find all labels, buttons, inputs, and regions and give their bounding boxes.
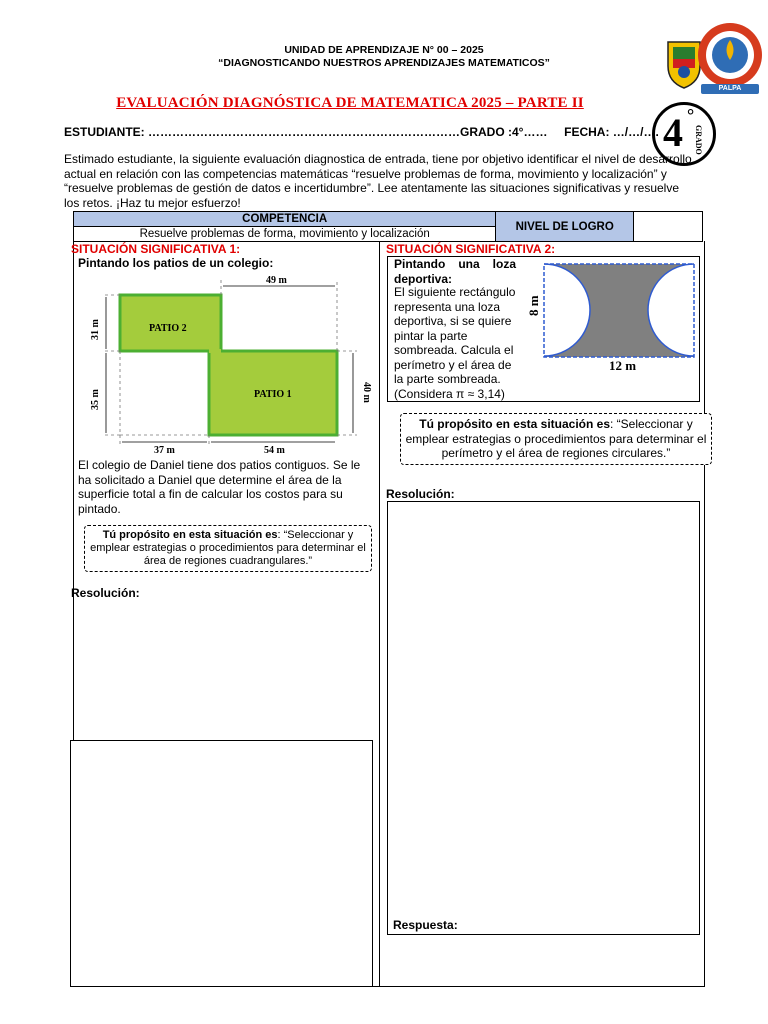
situation1-resolution-label: Resolución: [71, 586, 140, 600]
unit-title: UNIDAD DE APRENDIZAJE N° 00 – 2025 [284, 44, 484, 56]
situation2-purpose [400, 413, 712, 465]
situation1-purpose-label: Tú propósito en esta situación es [102, 529, 278, 541]
grade-number: 4 [663, 110, 683, 155]
student-line[interactable]: ESTUDIANTE: ……………………………………………………………………GRADO :4°…… FECHA: …/…/…. [64, 125, 659, 139]
top-dimension-label: 49 m [266, 275, 287, 286]
situation2-purpose-text: : “Seleccionar y emplear estrategias o procedimientos para determinar el perímetro y el área de regiones circulares.” [405, 417, 707, 460]
situation2-answer-box[interactable] [387, 501, 700, 935]
grade-word: GRADO [694, 125, 703, 155]
bottom-left-dimension-label: 37 m [154, 445, 175, 456]
situation2-text: El siguiente rectángulo representa una loza deportiva, si se quiere pintar la parte sombreada. Calcula el perímetro y el área de la parte sombreada. (Considera π ≈ 3,14) [394, 285, 516, 401]
situation1-answer-box[interactable] [70, 740, 373, 987]
patio-joint [209, 349, 221, 353]
patio2-label: PATIO 2 [149, 323, 187, 334]
competence-value: Resuelve problemas de forma, movimiento y localización [74, 227, 496, 242]
situation1-text: El colegio de Daniel tiene dos patios contiguos. Se le ha solicitado a Daniel que determine el área de la superficie total a fin de calcular los costos para su pintado. [78, 458, 361, 516]
left-top-dimension-label: 31 m [90, 319, 101, 340]
page-title: EVALUACIÓN DIAGNÓSTICA DE MATEMATICA 2025 – PARTE II [116, 95, 584, 111]
grade-degree: ° [687, 105, 695, 125]
situation1-purpose-text: : “Seleccionar y emplear estrategias o procedimientos para determinar el área de regiones cuadrangulares.” [90, 529, 366, 567]
situation1-subtitle: Pintando los patios de un colegio: [78, 256, 274, 270]
intro-paragraph: Estimado estudiante, la siguiente evaluación diagnostica de entrada, tiene por objetivo identificar el nivel de desarrollo actual en relación con las competencias matemáticas “resuelve problemas de forma, movimiento y localización” y “resuelve problemas de gestión de datos e incertidumbre”. Lee atentamente las situaciones significativas y resuelve los retos. ¡Haz tu mejor esfuerzo! [64, 152, 692, 210]
court-figure [522, 260, 698, 374]
left-bottom-dimension-label: 35 m [90, 389, 101, 410]
situation2-resolution-label: Resolución: [386, 487, 455, 501]
situation1-heading: SITUACIÓN SIGNIFICATIVA 1: [71, 242, 241, 256]
height-label: 8 m [526, 295, 541, 316]
right-dimension-label: 40 m [361, 382, 372, 403]
column-divider [379, 241, 380, 986]
width-label: 12 m [609, 358, 637, 373]
competence-header: COMPETENCIA [74, 212, 496, 227]
competence-table [73, 211, 703, 242]
bottom-right-dimension-label: 54 m [264, 445, 285, 456]
ugel-logo-label: PALPA [718, 85, 742, 92]
situation2-heading: SITUACIÓN SIGNIFICATIVA 2: [386, 242, 556, 256]
ugel-logo [695, 18, 765, 96]
situation2-purpose-label: Tú propósito en esta situación es [419, 417, 610, 431]
situation2-title: Pintando una loza deportiva: [394, 257, 516, 286]
patio1-label: PATIO 1 [254, 389, 292, 400]
situation1-purpose [84, 525, 372, 572]
situation2-answer-label: Respuesta: [393, 918, 458, 932]
level-cell[interactable] [634, 212, 703, 242]
level-header: NIVEL DE LOGRO [496, 212, 634, 242]
unit-subtitle: “DIAGNOSTICANDO NUESTROS APRENDIZAJES MATEMATICOS” [218, 57, 550, 69]
patios-figure [82, 270, 372, 458]
